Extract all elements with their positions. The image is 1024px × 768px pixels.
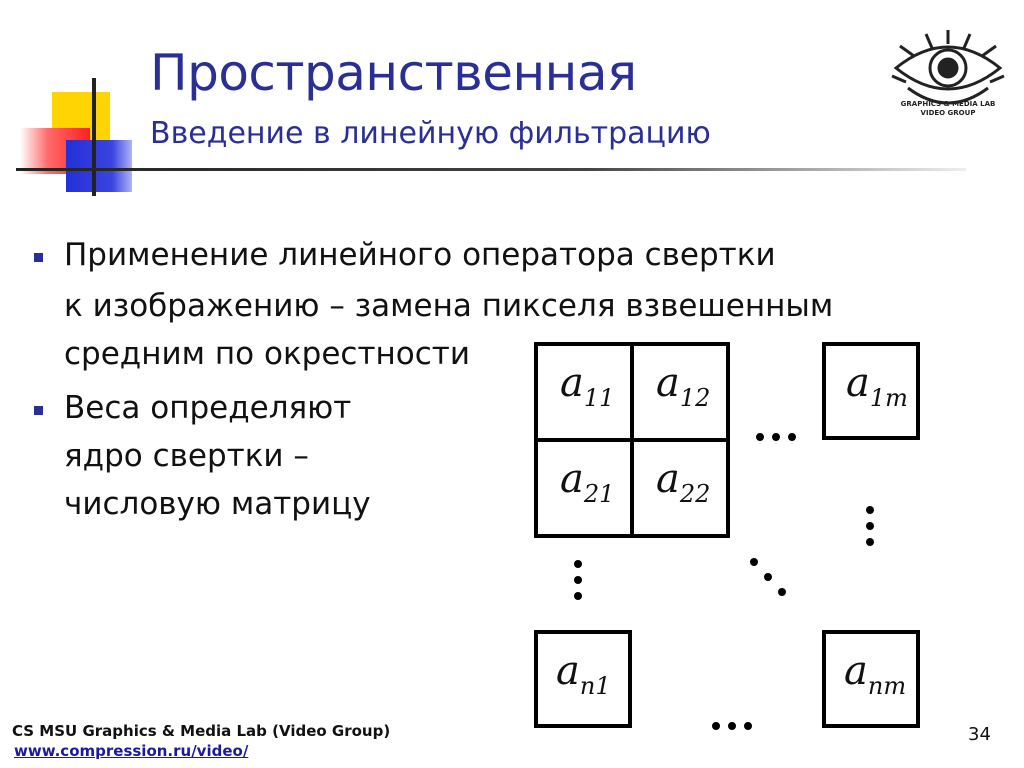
logo-line-1: GRAPHICS & MEDIA LAB: [900, 100, 996, 108]
bullet-2-line-1: Веса определяют: [64, 390, 352, 426]
bullet-2-line-3: числовую матрицу: [64, 486, 371, 522]
a1m-label: a1m: [846, 360, 908, 412]
bullet-marker: [34, 406, 43, 415]
slide-title: Пространственная: [150, 44, 637, 102]
bullet-marker: [34, 253, 43, 262]
title-divider: [16, 168, 966, 171]
decor-blue-square: [66, 140, 132, 192]
diagonal-ellipsis: [750, 558, 786, 596]
a12-label: a12: [656, 360, 711, 412]
horizontal-ellipsis-top: [756, 433, 796, 441]
vertical-ellipsis-left: [574, 560, 582, 600]
a22-label: a22: [656, 456, 711, 508]
footer-org: CS MSU Graphics & Media Lab (Video Group): [12, 722, 391, 740]
slide-subtitle: Введение в линейную фильтрацию: [150, 116, 711, 151]
bullet-2-line-2: ядро свертки –: [64, 438, 309, 474]
a11-label: a11: [560, 360, 615, 412]
logo-line-2: VIDEO GROUP: [920, 109, 976, 117]
page-number: 34: [968, 724, 991, 745]
an1-label: an1: [556, 648, 611, 700]
kernel-matrix-diagram: [520, 330, 960, 740]
vertical-ellipsis-right: [866, 506, 874, 546]
bullet-1-line-1: Применение линейного оператора свертки: [64, 237, 776, 273]
a21-label: a21: [560, 456, 615, 508]
horizontal-ellipsis-bottom: [712, 722, 752, 730]
anm-label: anm: [844, 648, 907, 700]
bullet-1-line-3: средним по окрестности: [64, 336, 470, 372]
footer-link[interactable]: www.compression.ru/video/: [14, 742, 249, 760]
bullet-1-line-2: к изображению – замена пикселя взвешенным: [64, 288, 834, 324]
decor-vertical-line: [92, 78, 96, 196]
